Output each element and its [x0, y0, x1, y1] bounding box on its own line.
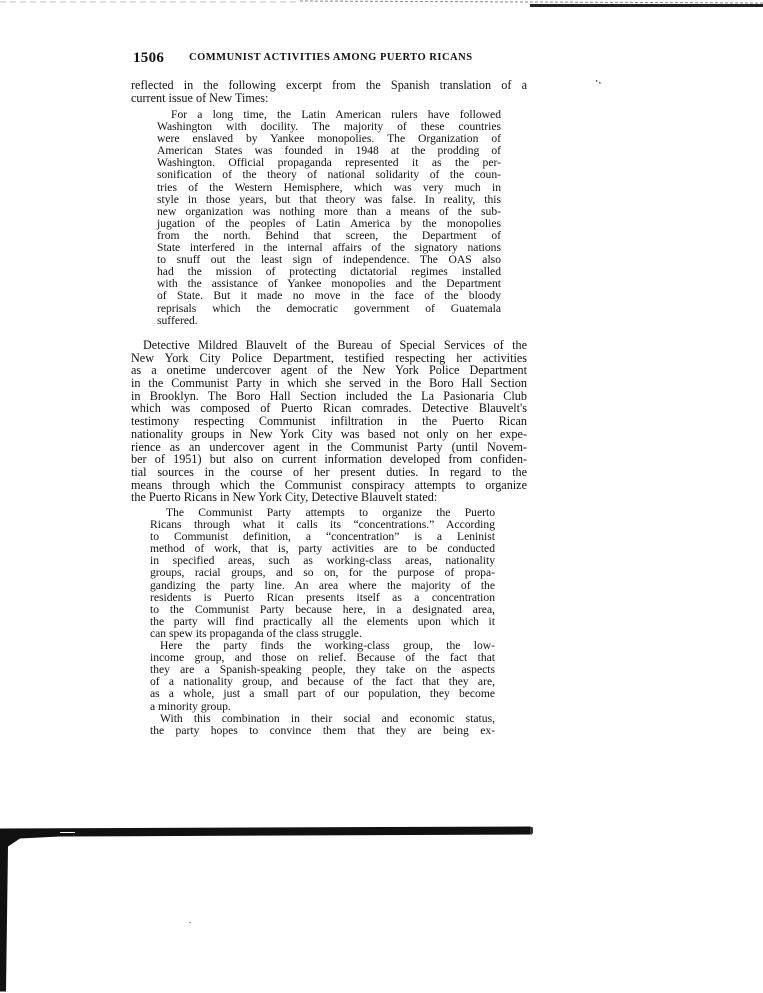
page-header [133, 50, 533, 68]
text-line: Detective Mildred Blauvelt of the Bureau of Special Services of the [143, 338, 527, 352]
text-line: of a nationality group, and because of the fact that they are, [150, 675, 495, 689]
text-line: new organization was nothing more than a means of the sub- [157, 204, 501, 218]
text-line: as a onetime undercover agent of the New York Police Department [131, 363, 527, 378]
text-line: nationality groups in New York City was based not only on her expe- [131, 426, 527, 441]
text-line: jugation of the peoples of Latin America by the monopolies [157, 216, 501, 230]
text-line: suffered. [157, 313, 198, 327]
scan-edge-top [0, 0, 763, 10]
text-line: Washington with docility. The majority of these countries [157, 120, 501, 134]
text-line: in specified areas, such as working-class areas, nationality [150, 554, 495, 568]
text-line: groups, racial groups, and so on, for the purpose of propa- [150, 566, 495, 580]
block-quote-new-times [157, 109, 501, 327]
text-line: were enslaved by Yankee monopolies. The Organization of [157, 132, 501, 146]
text-line: a minority group. [150, 699, 231, 713]
text-line: in Brooklyn. The Boro Hall Section included the La Pasionaria Club [131, 388, 527, 403]
text-line: means through which the Communist conspiracy attempts to organize [131, 477, 527, 492]
scan-edge-bottom [0, 823, 763, 993]
text-line: State interfered in the internal affairs of the signatory nations [157, 241, 501, 255]
text-line: Ricans through what it calls its “concentrations.” According [150, 518, 495, 532]
text-line: tial sources in the course of her present duties. In regard to the [131, 464, 527, 479]
text-line: Here the party finds the working-class group, the low- [160, 639, 495, 653]
text-line: the Puerto Ricans in New York City, Detective Blauvelt stated: [131, 490, 438, 505]
text-line: the party will find practically all the elements upon which it [150, 614, 495, 628]
page-number: 1506 [133, 50, 165, 66]
text-line: to the Communist Party because here, in a designated area, [150, 602, 495, 616]
text-line: of State. But it made no move in the face of the bloody [157, 289, 501, 303]
text-line: method of work, that is, party activities are to be conducted [150, 542, 495, 556]
text-line: With this combination in their social and economic status, [160, 711, 495, 725]
scan-speck: ⸱⸳ [595, 74, 602, 88]
text-line: from the north. Behind that screen, the Department of [157, 228, 501, 242]
text-line: American States was founded in 1948 at the prodding of [157, 144, 501, 158]
text-line: in the Communist Party in which she served in the Boro Hall Section [131, 376, 527, 391]
text-line: sonification of the theory of national solidarity of the coun- [157, 168, 501, 182]
running-head: COMMUNIST ACTIVITIES AMONG PUERTO RICANS [189, 52, 473, 63]
text-line: to snuff out the least sign of independence. The OAS also [157, 253, 501, 267]
text-line: style in those years, but that theory was false. In reality, this [157, 192, 501, 206]
text-line: reflected in the following excerpt from the Spanish translation of a [131, 78, 527, 92]
text-line: gandizing the party line. An area where the majority of the [150, 578, 495, 592]
text-line: tries of the Western Hemisphere, which was very much in [157, 180, 501, 194]
text-line: testimony respecting Communist infiltration in the Puerto Rican [131, 414, 527, 429]
block-quote-blauvelt [150, 507, 495, 737]
text-line: The Communist Party attempts to organize the Puerto [166, 506, 495, 519]
intro-paragraph [131, 79, 527, 104]
text-line: Washington. Official propaganda represented it as the per- [157, 156, 501, 170]
text-line: For a long time, the Latin American rulers have followed [171, 108, 501, 121]
text-line: as a whole, just a small part of our population, they become [150, 687, 495, 701]
text-line: can spew its propaganda of the class struggle. [150, 626, 362, 640]
text-line: rience as an undercover agent in the Communist Party (until Novem- [131, 439, 527, 454]
text-line: New York City Police Department, testified respecting her activities [131, 350, 527, 365]
text-line: which was composed of Puerto Rican comrades. Detective Blauvelt's [131, 401, 527, 416]
text-line: the party hopes to convince them that they are being ex- [150, 723, 495, 737]
text-line: reprisals which the democratic government of Guatemala [157, 301, 501, 315]
testimony-paragraph [131, 339, 527, 504]
text-line: to Communist definition, a “concentration” is a Leninist [150, 530, 495, 544]
text-line: with the assistance of Yankee monopolies and the Department [157, 277, 501, 291]
text-line: residents is Puerto Rican presents itself as a concentration [150, 590, 495, 604]
text-line: they are a Spanish-speaking people, they take on the aspects [150, 663, 495, 677]
text-line: had the mission of protecting dictatorial regimes installed [157, 265, 501, 279]
text-line: income group, and those on relief. Because of the fact that [150, 651, 495, 665]
text-line: current issue of New Times: [131, 90, 269, 105]
text-line: ber of 1951) but also on current information developed from confiden- [131, 452, 527, 467]
